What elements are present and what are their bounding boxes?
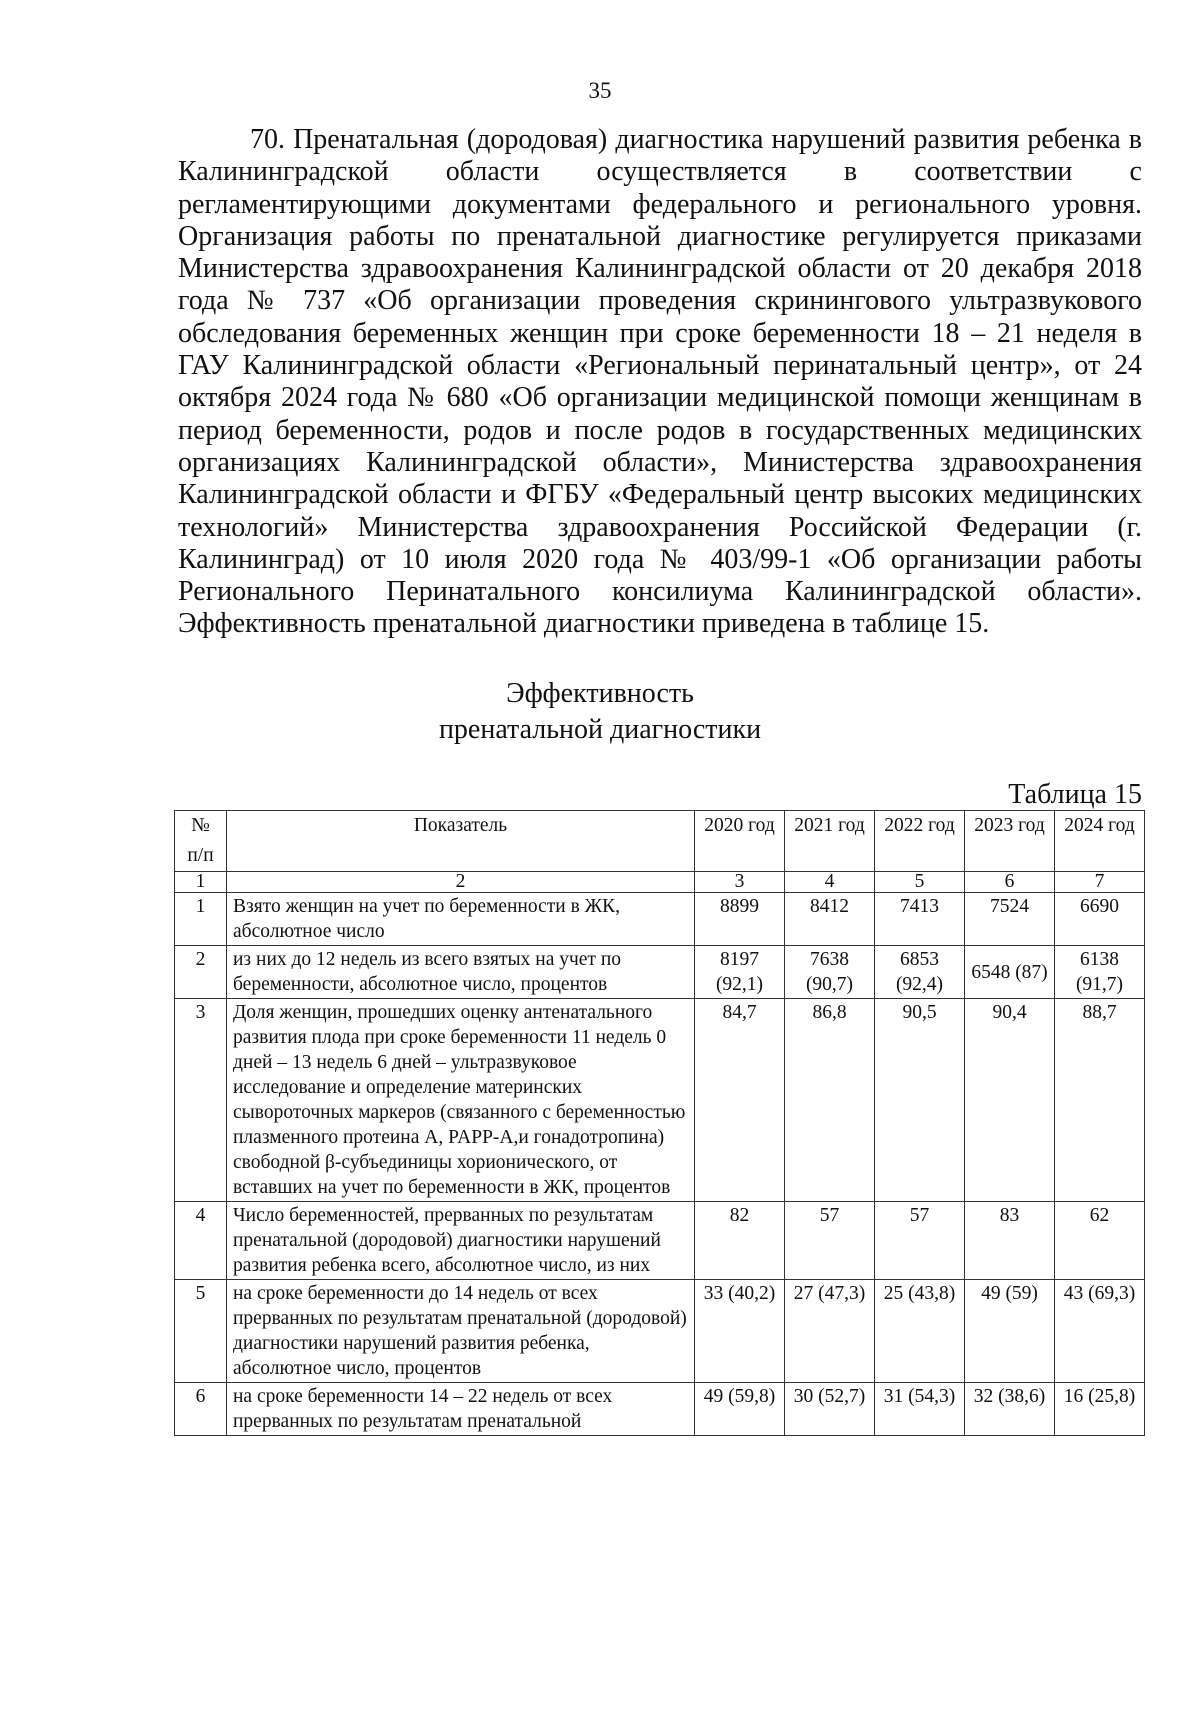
- row-value-2021: 57: [785, 1202, 875, 1280]
- efficiency-table: [174, 810, 1145, 1436]
- row-value-2022: 6853 (92,4): [875, 946, 965, 999]
- header-year-2021: 2021 год: [785, 811, 875, 872]
- row-value-2020: 84,7: [695, 999, 785, 1202]
- row-indicator: Число беременностей, прерванных по результатам пренатальной (дородовой) диагностики нарушений развития ребенка всего, абсолютное число, из них: [227, 1202, 695, 1280]
- column-number: 5: [875, 872, 965, 893]
- column-number: 1: [175, 872, 227, 893]
- row-value-2022: 57: [875, 1202, 965, 1280]
- row-indicator: на сроке беременности 14 – 22 недель от всех прерванных по результатам пренатальной: [227, 1383, 695, 1436]
- row-value-2020: 8899: [695, 893, 785, 946]
- row-value-2024: 6138 (91,7): [1055, 946, 1145, 999]
- table-row: [175, 1202, 1145, 1280]
- row-number: 4: [175, 1202, 227, 1280]
- row-value-2024: 88,7: [1055, 999, 1145, 1202]
- table-title-line-1: Эффективность: [506, 678, 694, 709]
- row-value-2021: 27 (47,3): [785, 1280, 875, 1383]
- header-indicator: Показатель: [227, 811, 695, 872]
- row-value-2023: 83: [965, 1202, 1055, 1280]
- row-number: 5: [175, 1280, 227, 1383]
- column-number: 2: [227, 872, 695, 893]
- row-number: 6: [175, 1383, 227, 1436]
- header-num: № п/п: [175, 811, 227, 872]
- row-indicator: Доля женщин, прошедших оценку антенатального развития плода при сроке беременности 11 недель 0 дней – 13 недель 6 дней – ультразвуковое исследование и определение материнских сывороточных маркеров (связанного с беременностью плазменного протеина А, PAPP-A,и гонадотропина) свободной β-субъединицы хорионического, от вставших на учет по беременности в ЖК, процентов: [227, 999, 695, 1202]
- row-value-2023: 7524: [965, 893, 1055, 946]
- column-number: 7: [1055, 872, 1145, 893]
- row-value-2021: 7638 (90,7): [785, 946, 875, 999]
- header-year-2024: 2024 год: [1055, 811, 1145, 872]
- row-value-2022: 90,5: [875, 999, 965, 1202]
- row-value-2023: 6548 (87): [965, 946, 1055, 999]
- row-number: 1: [175, 893, 227, 946]
- column-number: 4: [785, 872, 875, 893]
- row-value-2024: 16 (25,8): [1055, 1383, 1145, 1436]
- header-year-2023: 2023 год: [965, 811, 1055, 872]
- row-indicator: из них до 12 недель из всего взятых на учет по беременности, абсолютное число, процентов: [227, 946, 695, 999]
- row-value-2024: 43 (69,3): [1055, 1280, 1145, 1383]
- header-year-2022: 2022 год: [875, 811, 965, 872]
- row-value-2023: 49 (59): [965, 1280, 1055, 1383]
- row-value-2020: 49 (59,8): [695, 1383, 785, 1436]
- table-row: [175, 999, 1145, 1202]
- table-row: [175, 946, 1145, 999]
- row-value-2021: 30 (52,7): [785, 1383, 875, 1436]
- row-value-2022: 7413: [875, 893, 965, 946]
- table-title: [0, 676, 1200, 748]
- row-value-2020: 33 (40,2): [695, 1280, 785, 1383]
- row-value-2021: 86,8: [785, 999, 875, 1202]
- table-label: Таблица 15: [1008, 779, 1142, 810]
- body-paragraph: 70. Пренатальная (дородовая) диагностика нарушений развития ребенка в Калининградской области осуществляется в соответствии с регламентирующими документами федерального и регионального уровня. Организация работы по пренатальной диагностике регулируется приказами Министерства здравоохранения Калининградской области от 20 декабря 2018 года № 737 «Об организации проведения скринингового ультразвукового обследования беременных женщин при сроке беременности 18 – 21 неделя в ГАУ Калининградской области «Региональный перинатальный центр», от 24 октября 2024 года № 680 «Об организации медицинской помощи женщинам в период беременности, родов и после родов в государственных медицинских организациях Калининградской области», Министерства здравоохранения Калининградской области и ФГБУ «Федеральный центр высоких медицинских технологий» Министерства здравоохранения Российской Федерации (г. Калининград) от 10 июля 2020 года № 403/99-1 «Об организации работы Регионального Перинатального консилиума Калининградской области». Эффективность пренатальной диагностики приведена в таблице 15.: [178, 124, 1142, 640]
- table-row: [175, 1383, 1145, 1436]
- row-value-2020: 8197 (92,1): [695, 946, 785, 999]
- row-number: 3: [175, 999, 227, 1202]
- row-value-2022: 25 (43,8): [875, 1280, 965, 1383]
- header-year-2020: 2020 год: [695, 811, 785, 872]
- row-number: 2: [175, 946, 227, 999]
- row-value-2023: 32 (38,6): [965, 1383, 1055, 1436]
- column-number: 6: [965, 872, 1055, 893]
- row-indicator: на сроке беременности до 14 недель от всех прерванных по результатам пренатальной (дородовой) диагностики нарушений развития ребенка, абсолютное число, процентов: [227, 1280, 695, 1383]
- table-title-line-2: пренатальной диагностики: [438, 714, 762, 745]
- row-value-2022: 31 (54,3): [875, 1383, 965, 1436]
- page-number: 35: [588, 78, 612, 103]
- row-indicator: Взято женщин на учет по беременности в ЖК, абсолютное число: [227, 893, 695, 946]
- row-value-2024: 62: [1055, 1202, 1145, 1280]
- table-row: [175, 1280, 1145, 1383]
- row-value-2021: 8412: [785, 893, 875, 946]
- column-number-row: [175, 872, 1145, 893]
- row-value-2024: 6690: [1055, 893, 1145, 946]
- row-value-2020: 82: [695, 1202, 785, 1280]
- column-number: 3: [695, 872, 785, 893]
- row-value-2023: 90,4: [965, 999, 1055, 1202]
- table-row: [175, 893, 1145, 946]
- table-header-row: [175, 811, 1145, 872]
